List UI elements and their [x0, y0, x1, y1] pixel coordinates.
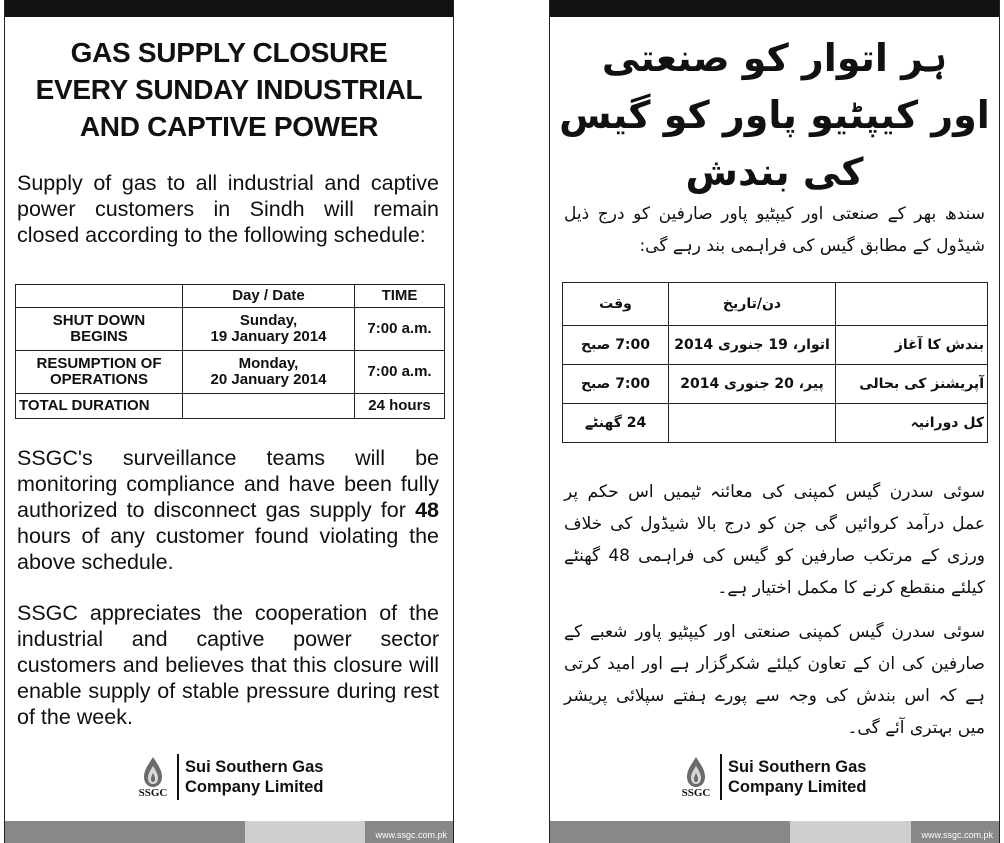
row-time: 24 گھنٹے [563, 404, 669, 443]
table-header-row [16, 285, 445, 308]
row-date-line: Monday, [238, 355, 299, 372]
english-title-line-2: EVERY SUNDAY INDUSTRIAL [35, 74, 423, 105]
footer-bar-light-segment [245, 821, 365, 843]
table-row [16, 308, 445, 351]
logo-name-line: Company Limited [185, 778, 324, 796]
english-intro-paragraph: Supply of gas to all industrial and captive power customers in Sindh will remain closed according to the following schedule: [17, 171, 439, 247]
row-label [16, 308, 183, 351]
row-time: 7:00 a.m. [355, 351, 445, 394]
footer-bar-light-segment [790, 821, 911, 843]
table-row [16, 351, 445, 394]
english-schedule-table [15, 284, 445, 419]
row-label-line: RESUMPTION OF [36, 355, 162, 372]
logo-abbreviation: SSGC [138, 786, 168, 799]
english-title-line-3: AND CAPTIVE POWER [79, 111, 379, 142]
logo-name-line: Sui Southern Gas [728, 758, 867, 776]
footer-url: www.ssgc.com.pk [921, 830, 993, 840]
top-bar [5, 0, 453, 17]
row-label: آپریشنز کی بحالی [836, 365, 988, 404]
flame-icon [685, 756, 707, 788]
row-label [16, 351, 183, 394]
row-date-line: 19 January 2014 [210, 328, 327, 345]
row-date: اتوار، 19 جنوری 2014 [669, 326, 836, 365]
logo-name-line: Company Limited [728, 778, 867, 796]
urdu-title [550, 30, 999, 201]
logo-mark [676, 756, 716, 799]
row-time: 7:00 a.m. [355, 308, 445, 351]
monitoring-text-end: hours of any customer found violating the above schedule. [17, 524, 439, 574]
footer-bar [550, 821, 999, 843]
flame-icon [142, 756, 164, 788]
english-title-line-1: GAS SUPPLY CLOSURE [70, 37, 388, 68]
table-row [563, 326, 988, 365]
table-header-blank [16, 285, 183, 308]
footer-url: www.ssgc.com.pk [375, 830, 447, 840]
logo-company-name [185, 757, 323, 797]
logo-abbreviation: SSGC [681, 786, 711, 799]
table-row [563, 404, 988, 443]
urdu-appreciation-paragraph: سوئی سدرن گیس کمپنی صنعتی اور کیپٹیو پاور شعبے کے صارفین کی ان کے تعاون کیلئے شکرگزار ہے اور امید کرتی ہے کہ اس بندش کی وجہ سے پورے ہفتے سپلائی پریشر میں بہتری آئے گی۔ [564, 622, 985, 738]
table-header-row [563, 283, 988, 326]
english-appreciation-paragraph: SSGC appreciates the cooperation of the industrial and captive power sector customers and believes that this closure will enable supply of stable pressure during rest of the week. [17, 601, 439, 729]
row-label: TOTAL DURATION [16, 394, 183, 419]
table-header-blank [836, 283, 988, 326]
row-date [669, 404, 836, 443]
english-notice-panel [4, 0, 454, 843]
row-label-line: BEGINS [70, 328, 128, 345]
table-row [563, 365, 988, 404]
row-date-line: 20 January 2014 [210, 371, 327, 388]
table-header-time: TIME [355, 285, 445, 308]
row-date-line: Sunday, [239, 312, 298, 329]
footer-bar [5, 821, 453, 843]
urdu-notice-panel [549, 0, 1000, 843]
logo-company-name [728, 757, 866, 797]
english-monitoring-paragraph [17, 445, 439, 575]
logo-name-line: Sui Southern Gas [185, 758, 324, 776]
english-title [5, 34, 453, 145]
urdu-monitoring-paragraph: سوئی سدرن گیس کمپنی کی معائنہ ٹیمیں اس حکم پر عمل درآمد کروائیں گی جن کو درج بالا شیڈول کی خلاف ورزی کے مرتکب صارفین کو گیس کی فراہمی 48 گھنٹے کیلئے منقطع کرنے کا مکمل اختیار ہے۔ [564, 482, 985, 598]
row-time: 7:00 صبح [563, 326, 669, 365]
table-header-day-date: دن/تاریخ [669, 283, 836, 326]
logo-divider [720, 754, 722, 800]
row-label: بندش کا آغاز [836, 326, 988, 365]
logo-mark [133, 756, 173, 799]
row-date [183, 394, 355, 419]
logo-divider [177, 754, 179, 800]
urdu-title-line-3: کی بندش [685, 150, 864, 194]
row-label: کل دورانیہ [836, 404, 988, 443]
top-bar [550, 0, 999, 17]
urdu-schedule-table [562, 282, 988, 443]
row-label-line: SHUT DOWN [52, 312, 146, 329]
ssgc-logo [133, 754, 323, 800]
table-header-day-date: Day / Date [183, 285, 355, 308]
monitoring-hours-bold: 48 [415, 498, 439, 522]
row-time: 7:00 صبح [563, 365, 669, 404]
row-date [183, 308, 355, 351]
row-time: 24 hours [355, 394, 445, 419]
monitoring-text-start: SSGC's surveillance teams will be monitoring compliance and have been fully authorized to disconnect gas supply for [17, 446, 439, 522]
table-header-time: وقت [563, 283, 669, 326]
row-label-line: OPERATIONS [49, 371, 149, 388]
urdu-title-line-2: اور کیپٹیو پاور کو گیس [559, 93, 990, 137]
table-row [16, 394, 445, 419]
urdu-intro-paragraph: سندھ بھر کے صنعتی اور کیپٹیو پاور صارفین کو درج ذیل شیڈول کے مطابق گیس کی فراہمی بند رہے گی: [564, 204, 985, 256]
ssgc-logo [676, 754, 866, 800]
row-date: پیر، 20 جنوری 2014 [669, 365, 836, 404]
row-date [183, 351, 355, 394]
urdu-title-line-1: ہر اتوار کو صنعتی [601, 36, 948, 80]
